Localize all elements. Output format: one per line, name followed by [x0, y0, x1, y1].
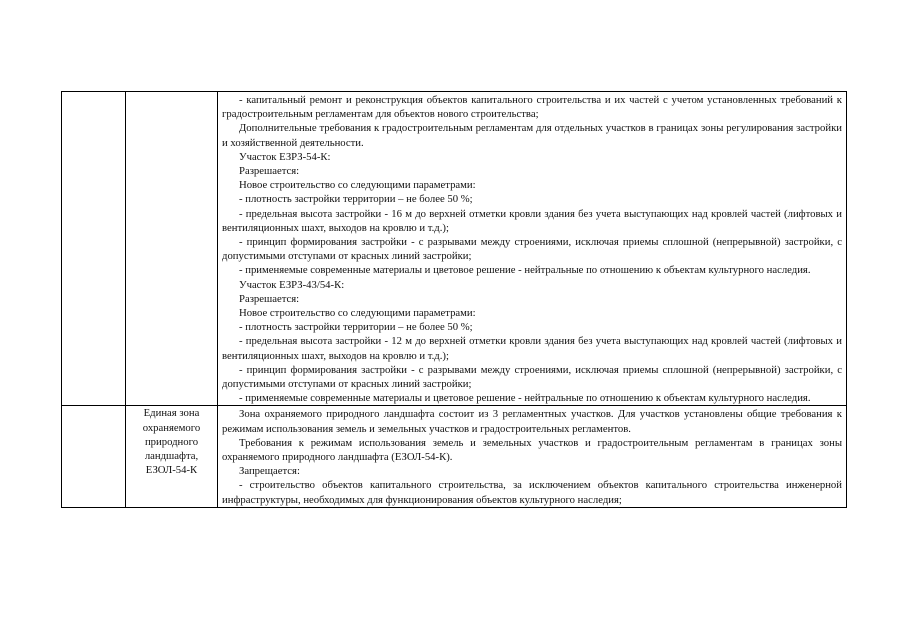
row-number-cell: [62, 406, 126, 507]
paragraph: - плотность застройки территории – не более 50 %;: [239, 321, 473, 334]
regulations-table: [61, 91, 847, 508]
paragraph: - принцип формирования застройки - с разрывами между строениями, исключая приемы сплошной (непрерывной) застройки, с допустимыми отступами от красных линий застройки;: [222, 236, 842, 263]
paragraph: - применяемые современные материалы и цветовое решение - нейтральные по отношению к объектам культурного наследия.: [239, 392, 811, 405]
paragraph: - капитальный ремонт и реконструкция объектов капитального строительства и их частей с учетом установленных требований к градостроительным регламентам для объектов нового строительства;: [222, 94, 842, 121]
paragraph: Новое строительство со следующими параметрами:: [239, 307, 476, 320]
requirements-text: [218, 92, 846, 405]
paragraph: - предельная высота застройки - 16 м до верхней отметки кровли здания без учета выступающих над кровлей частей (лифтовых и вентиляционных шахт, выходов на кровлю и т.д.);: [222, 207, 842, 234]
paragraph: - плотность застройки территории – не более 50 %;: [239, 193, 473, 206]
row-number-cell: [62, 92, 126, 406]
zone-name-cell: [126, 406, 218, 507]
paragraph: - применяемые современные материалы и цветовое решение - нейтральные по отношению к объектам культурного наследия.: [239, 264, 811, 277]
zone-name-cell: [126, 92, 218, 406]
zone-name: Единая зона охраняемого природного ландшафта, ЕЗОЛ-54-К: [142, 407, 201, 477]
paragraph: Разрешается:: [239, 292, 300, 305]
paragraph: Дополнительные требования к градостроительным регламентам для отдельных участков в границах зоны регулирования застройки и хозяйственной деятельности.: [222, 122, 842, 149]
requirements-cell: [218, 406, 847, 507]
paragraph: Зона охраняемого природного ландшафта состоит из 3 регламентных участков. Для участков установлены общие требования к режимам использования земель и земельных участков и градостроительных регламентов.: [222, 408, 842, 435]
paragraph: Участок ЕЗРЗ-43/54-К:: [239, 278, 345, 291]
requirements-cell: [218, 92, 847, 406]
paragraph: Запрещается:: [239, 465, 300, 478]
table-row: [62, 406, 847, 507]
paragraph: - принцип формирования застройки - с разрывами между строениями, исключая приемы сплошной (непрерывной) застройки, с допустимыми отступами от красных линий застройки;: [222, 363, 842, 391]
paragraph: Новое строительство со следующими параметрами:: [239, 179, 476, 192]
paragraph: Требования к режимам использования земель и земельных участков и градостроительным регламентам в границах зоны охраняемого природного ландшафта (ЕЗОЛ-54-К).: [222, 436, 842, 464]
table-row: [62, 92, 847, 406]
paragraph: Разрешается:: [239, 165, 300, 178]
paragraph: - строительство объектов капитального строительства, за исключением объектов капитального строительства инженерной инфраструктуры, необходимых для функционирования объектов культурного наследия;: [222, 479, 842, 506]
paragraph: - предельная высота застройки - 12 м до верхней отметки кровли здания без учета выступающих над кровлей частей (лифтовых и вентиляционных шахт, выходов на кровлю и т.д.);: [222, 335, 842, 362]
requirements-text: [218, 406, 846, 506]
paragraph: Участок ЕЗРЗ-54-К:: [239, 150, 331, 163]
